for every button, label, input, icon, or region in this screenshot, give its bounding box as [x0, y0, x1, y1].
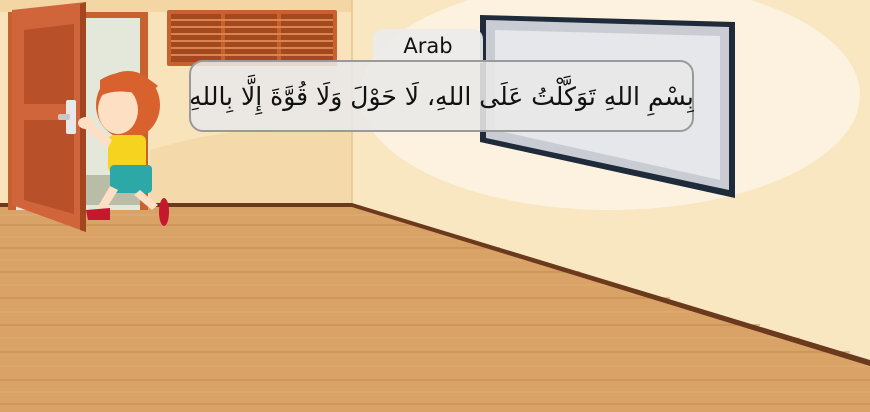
language-label: Arab: [373, 29, 483, 63]
caption-box: [189, 60, 694, 132]
arabic-prayer-text: بِسْمِ اللهِ تَوَكَّلْتُ عَلَى اللهِ، لَا حَوْلَ وَلَا قُوَّةَ إِلَّا بِاللهِ: [189, 81, 694, 111]
